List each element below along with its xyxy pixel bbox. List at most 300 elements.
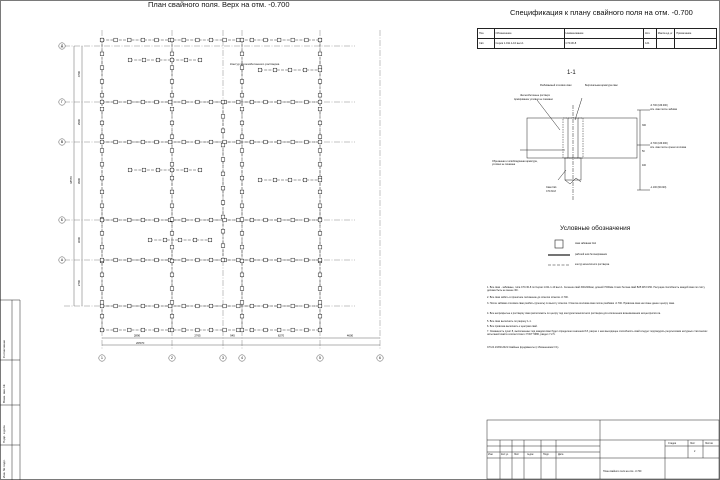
- pile-marker: [318, 218, 322, 222]
- pile-marker: [240, 245, 244, 249]
- side-agreed: Согласовано: [2, 339, 6, 358]
- pile-marker: [236, 328, 240, 332]
- pile-marker: [318, 304, 322, 308]
- pile-marker: [221, 244, 225, 248]
- stamp-col: Изм.: [488, 453, 494, 456]
- dimension-label: 4700: [77, 70, 81, 78]
- pile-marker: [240, 287, 244, 291]
- pile-marker: [100, 100, 104, 104]
- pile-marker: [142, 168, 146, 172]
- pile-marker: [100, 232, 104, 236]
- pile-marker: [258, 178, 262, 182]
- section-label-c: Вертикальная арматура сваи: [585, 84, 618, 87]
- pile-marker: [100, 287, 104, 291]
- pile-marker: [250, 140, 254, 144]
- spec-header-row: [478, 29, 717, 39]
- pile-marker: [170, 232, 174, 236]
- pile-marker: [182, 38, 186, 42]
- section-label-e: Свая Св1: [546, 186, 557, 189]
- pile-marker: [318, 68, 322, 72]
- pile-marker: [127, 304, 131, 308]
- pile-marker: [127, 38, 131, 42]
- spec-table: [477, 28, 717, 49]
- stamp-col: Лист: [514, 453, 520, 456]
- pile-marker: [318, 190, 322, 194]
- spec-cell: [656, 39, 675, 49]
- dimension-label: 4600: [346, 333, 354, 338]
- pile-marker: [100, 204, 104, 208]
- pile-marker: [170, 218, 174, 222]
- note-7: 7. Указанность пункт 8, выполненных под каждом сваи будет определено значения 8.8, разрез с нем выходящее способность свай следует подтвердить результатами натурных статических испытаний свай в соответствии с ГОСТ 5686, раздел 7.2.5.: [487, 330, 708, 337]
- pile-marker: [170, 52, 174, 56]
- legend-item-contour: контур монолитного ростверка: [575, 263, 610, 266]
- axis-number: 2: [171, 356, 173, 361]
- pile-marker: [168, 304, 172, 308]
- spec-header-cell: Наименование: [564, 29, 644, 39]
- pile-marker: [209, 328, 213, 332]
- pile-marker: [240, 162, 244, 166]
- pile-marker: [240, 204, 244, 208]
- axis-letter: Г: [61, 100, 63, 105]
- pile-marker: [291, 140, 295, 144]
- pile-marker: [170, 58, 174, 62]
- legend-item-pile: свая забивная Св1: [575, 242, 597, 245]
- pile-marker: [168, 140, 172, 144]
- dimension-label: 6270: [277, 333, 285, 338]
- pile-marker: [240, 218, 244, 222]
- pile-marker: [236, 304, 240, 308]
- pile-marker: [100, 52, 104, 56]
- pile-marker: [100, 135, 104, 139]
- pile-marker: [170, 80, 174, 84]
- pile-marker: [209, 258, 213, 262]
- pile-marker: [193, 238, 197, 242]
- pile-marker: [264, 304, 268, 308]
- level-mark-2-note: отм. сваи после срезки оголовка: [650, 146, 687, 149]
- pile-marker: [198, 58, 202, 62]
- pile-marker: [291, 328, 295, 332]
- pile-marker: [100, 245, 104, 249]
- section-1-1-drawing: [520, 98, 650, 200]
- stamp-sheets: Листов: [705, 442, 713, 445]
- pile-marker: [100, 218, 104, 222]
- pile-marker: [318, 328, 322, 332]
- note-2: 2. Все сваи забить в проектное положение до отметки отметки -0.700.: [487, 296, 569, 299]
- axis-letter: А: [60, 258, 64, 263]
- pile-marker: [250, 258, 254, 262]
- pile-marker: [250, 328, 254, 332]
- pile-marker: [221, 129, 225, 133]
- pile-marker: [273, 68, 277, 72]
- pile-marker: [277, 218, 281, 222]
- level-mark-1-note: отм. сваи после забивки: [650, 108, 678, 111]
- spec-title: Спецификация к плану свайного поля на отм. -0.700: [510, 8, 693, 17]
- axis-number: 6: [379, 356, 381, 361]
- pile-marker: [250, 304, 254, 308]
- pile-marker: [100, 328, 104, 332]
- dimension-total-left: 18570: [69, 176, 73, 184]
- section-label-a: Железобетонные ростверк: [520, 94, 550, 97]
- pile-marker: [223, 328, 227, 332]
- legend-title: Условные обозначения: [560, 225, 631, 232]
- note-3: 3. После забивки оголовок сваи разбить (срезать) по высоту отметки. Отметка оголовка сваи после разбивки -0.700. Привязка сваи на плане дана к центру сваи.: [487, 302, 675, 305]
- pile-marker: [240, 232, 244, 236]
- pile-marker: [170, 162, 174, 166]
- section-title: 1-1: [567, 70, 576, 76]
- section-label-e2: С70.30-8: [546, 190, 556, 193]
- pile-marker: [170, 176, 174, 180]
- pile-marker: [141, 100, 145, 104]
- pile-marker: [277, 100, 281, 104]
- pile-marker: [100, 273, 104, 277]
- pile-marker: [170, 245, 174, 249]
- dimension-label: 2890: [133, 333, 141, 338]
- pile-marker: [114, 38, 118, 42]
- pile-marker: [170, 168, 174, 172]
- pile-marker: [182, 258, 186, 262]
- section-label-a2: Армирование условно не показано: [514, 98, 553, 101]
- axis-letter: В: [60, 140, 64, 145]
- spec-cell: 121: [644, 39, 657, 49]
- pile-marker: [240, 38, 244, 42]
- pile-marker: [168, 100, 172, 104]
- pile-marker: [100, 258, 104, 262]
- pile-marker: [291, 304, 295, 308]
- spec-cell: Серия 1.011.1-10 вып.1: [494, 39, 564, 49]
- spec-header-cell: Кол.: [644, 29, 657, 39]
- axis-number: 1: [101, 356, 103, 361]
- pile-marker: [305, 328, 309, 332]
- legend-item-joint: рабочий шов бетонирования: [575, 253, 607, 256]
- pile-marker: [264, 218, 268, 222]
- dim-v2: 400: [642, 164, 646, 167]
- pile-marker: [318, 204, 322, 208]
- pile-marker: [128, 168, 132, 172]
- pile-marker: [277, 258, 281, 262]
- spec-cell: [675, 39, 717, 49]
- pile-marker: [273, 178, 277, 182]
- pile-marker: [170, 259, 174, 263]
- pile-marker: [277, 38, 281, 42]
- pile-marker: [100, 121, 104, 125]
- pile-marker: [127, 218, 131, 222]
- pile-marker: [318, 273, 322, 277]
- pile-marker: [318, 314, 322, 318]
- pile-marker: [209, 100, 213, 104]
- dimension-label: 2765: [194, 333, 201, 338]
- pile-marker: [318, 178, 322, 182]
- pile-marker: [100, 149, 104, 153]
- pile-marker: [114, 100, 118, 104]
- pile-marker: [240, 273, 244, 277]
- pile-marker: [182, 140, 186, 144]
- stamp-col: Кол.уч.: [501, 453, 509, 456]
- pile-marker: [156, 58, 160, 62]
- axis-number: 5: [319, 356, 321, 361]
- pile-marker: [170, 287, 174, 291]
- pile-marker: [277, 140, 281, 144]
- pile-marker: [221, 229, 225, 233]
- dim-total: 20570: [136, 341, 145, 345]
- dim-v1: 300: [642, 124, 646, 127]
- pile-marker: [170, 121, 174, 125]
- pile-marker: [221, 143, 225, 147]
- pile-marker: [141, 258, 145, 262]
- pile-marker: [303, 178, 307, 182]
- side-inv: Инв. № подл.: [2, 459, 6, 478]
- pile-marker: [291, 218, 295, 222]
- pile-marker: [114, 328, 118, 332]
- pile-marker: [264, 100, 268, 104]
- pile-marker: [155, 100, 159, 104]
- spec-cell: С70.30-8: [564, 39, 644, 49]
- axis-number: 3: [222, 356, 224, 361]
- pile-marker: [236, 140, 240, 144]
- pile-marker: [240, 259, 244, 263]
- pile-marker: [182, 304, 186, 308]
- level-mark-1: -0.700 (169.000): [650, 104, 668, 107]
- pile-marker: [240, 328, 244, 332]
- pile-marker: [288, 68, 292, 72]
- legend-symbols: [548, 240, 570, 265]
- pile-marker: [114, 304, 118, 308]
- pile-marker: [141, 304, 145, 308]
- dimension-label: 945: [230, 333, 235, 338]
- pile-marker: [184, 168, 188, 172]
- pile-marker: [100, 38, 104, 42]
- pile-marker: [318, 107, 322, 111]
- pile-marker: [240, 107, 244, 111]
- stamp-col: №док.: [527, 453, 534, 456]
- pile-marker: [258, 68, 262, 72]
- dimension-label: 2700: [77, 279, 81, 287]
- pile-marker: [196, 38, 200, 42]
- pile-marker: [288, 178, 292, 182]
- pile-marker: [240, 190, 244, 194]
- pile-marker: [318, 162, 322, 166]
- pile-marker: [178, 238, 182, 242]
- table-row: [478, 39, 717, 49]
- pile-marker: [318, 232, 322, 236]
- pile-marker: [196, 258, 200, 262]
- pile-marker: [240, 176, 244, 180]
- pile-marker: [170, 107, 174, 111]
- pile-marker: [100, 176, 104, 180]
- pile-marker: [223, 304, 227, 308]
- pile-marker: [141, 328, 145, 332]
- dimension-label: 3900: [77, 177, 81, 185]
- pile-marker: [208, 238, 212, 242]
- pile-marker: [240, 314, 244, 318]
- pile-marker: [318, 100, 322, 104]
- pile-marker: [170, 273, 174, 277]
- pile-marker: [170, 314, 174, 318]
- pile-marker: [170, 93, 174, 97]
- pile-marker: [155, 304, 159, 308]
- pile-marker: [155, 140, 159, 144]
- pile-marker: [264, 258, 268, 262]
- stamp-sheet: Лист: [690, 442, 696, 445]
- pile-marker: [114, 218, 118, 222]
- stamp-col: Дата: [558, 453, 564, 456]
- pile-marker: [100, 162, 104, 166]
- pile-marker: [198, 168, 202, 172]
- pile-marker: [209, 218, 213, 222]
- pile-marker: [318, 258, 322, 262]
- pile-marker: [221, 258, 225, 262]
- pile-marker: [240, 66, 244, 70]
- pile-marker: [182, 328, 186, 332]
- side-sign: Подп. и дата: [2, 425, 6, 443]
- pile-marker: [240, 121, 244, 125]
- pile-marker: [236, 258, 240, 262]
- pile-marker: [100, 93, 104, 97]
- pile-marker: [277, 304, 281, 308]
- pile-marker: [318, 140, 322, 144]
- pile-marker: [100, 66, 104, 70]
- pile-marker: [209, 140, 213, 144]
- pile-marker: [221, 100, 225, 104]
- pile-marker: [163, 238, 167, 242]
- pile-marker: [148, 238, 152, 242]
- pile-marker: [155, 258, 159, 262]
- pile-marker: [318, 121, 322, 125]
- side-instead: Взам. инв. №: [2, 384, 6, 403]
- pile-marker: [240, 301, 244, 305]
- pile-marker: [221, 158, 225, 162]
- pile-marker: [291, 258, 295, 262]
- note-8: СП 24.13330.2021 Свайные фундаменты (с Изменением N 1).: [487, 346, 560, 349]
- pile-marker: [100, 140, 104, 144]
- pile-marker: [141, 38, 145, 42]
- note-1: 1. Все сваи - забивные, типа С70.30-8 по Серии 1.011.1-10 вып.1. Сечение свай 300х300мм, длиной 7000мм. Класс бетона свай B25 W6 F150. Несущая способность каждой сваи по счёту должна быть не менее 30т.: [487, 286, 705, 293]
- pile-marker: [291, 38, 295, 42]
- pile-marker: [100, 314, 104, 318]
- pile-marker: [170, 38, 174, 42]
- spec-header-cell: Обозначение: [494, 29, 564, 39]
- pile-marker: [291, 100, 295, 104]
- pile-marker: [100, 190, 104, 194]
- pile-marker: [156, 168, 160, 172]
- pile-marker: [114, 258, 118, 262]
- pile-marker: [114, 140, 118, 144]
- contour-label: Контур железобетонного ростверка: [230, 62, 280, 66]
- pile-marker: [182, 100, 186, 104]
- pile-marker: [142, 58, 146, 62]
- pile-marker: [318, 52, 322, 56]
- pile-marker: [240, 80, 244, 84]
- pile-marker: [264, 38, 268, 42]
- pile-marker: [155, 218, 159, 222]
- pile-marker: [236, 38, 240, 42]
- pile-marker: [182, 218, 186, 222]
- pile-marker: [100, 80, 104, 84]
- pile-marker: [196, 100, 200, 104]
- spec-header-cell: Примечание: [675, 29, 717, 39]
- pile-marker: [221, 215, 225, 219]
- pile-marker: [100, 301, 104, 305]
- level-mark-2: -0.700 (169.000): [650, 142, 668, 145]
- dimension-label: 2900: [77, 118, 81, 126]
- stamp-col: Подп.: [543, 453, 550, 456]
- note-6: 6. Все привязка выполнить к центрам свай.: [487, 325, 538, 328]
- pile-marker: [100, 304, 104, 308]
- pile-marker: [170, 66, 174, 70]
- pile-marker: [305, 218, 309, 222]
- axis-number: 4: [241, 356, 243, 361]
- pile-marker: [127, 258, 131, 262]
- plan-title: План свайного поля. Верх на отм. -0.700: [148, 0, 290, 9]
- pile-marker: [170, 190, 174, 194]
- pile-marker: [196, 218, 200, 222]
- pile-marker: [236, 218, 240, 222]
- pile-marker: [221, 115, 225, 119]
- pile-marker: [318, 149, 322, 153]
- note-5: 5. Все сваи выполнить по разрезу 1-1.: [487, 320, 532, 323]
- dimension-label: 3600: [77, 236, 81, 244]
- pile-marker: [184, 58, 188, 62]
- pile-marker: [318, 80, 322, 84]
- pile-marker: [236, 100, 240, 104]
- pile-marker: [170, 135, 174, 139]
- pile-marker: [318, 135, 322, 139]
- stamp-sheet-number: 2: [694, 450, 696, 453]
- pile-marker: [305, 304, 309, 308]
- pile-marker: [264, 140, 268, 144]
- pile-marker: [221, 172, 225, 176]
- pile-marker: [305, 258, 309, 262]
- stamp-stage: Стадия: [668, 442, 677, 445]
- pile-marker: [318, 38, 322, 42]
- level-mark-3: -1.100 (90.020): [650, 186, 667, 189]
- pile-marker: [155, 328, 159, 332]
- pile-marker: [209, 38, 213, 42]
- pile-marker: [305, 140, 309, 144]
- pile-marker: [170, 149, 174, 153]
- section-label-d: Обрезанная и освобождённая арматура, условно не показана: [492, 160, 538, 166]
- pile-marker: [170, 204, 174, 208]
- pile-marker: [170, 328, 174, 332]
- spec-header-cell: Масса ед.,кг: [656, 29, 675, 39]
- pile-marker: [318, 245, 322, 249]
- pile-marker: [240, 149, 244, 153]
- pile-marker: [209, 304, 213, 308]
- pile-marker: [196, 140, 200, 144]
- pile-marker: [305, 38, 309, 42]
- pile-marker: [250, 38, 254, 42]
- pile-marker: [305, 100, 309, 104]
- pile-marker: [221, 201, 225, 205]
- axis-letter: Б: [60, 218, 64, 223]
- pile-marker: [240, 135, 244, 139]
- pile-marker: [318, 301, 322, 305]
- section-label-b: Разбиваемый оголовок сваи: [540, 84, 572, 87]
- pile-marker: [250, 218, 254, 222]
- pile-marker: [303, 68, 307, 72]
- pile-marker: [170, 301, 174, 305]
- pile-marker: [264, 328, 268, 332]
- spec-header-cell: Поз.: [478, 29, 495, 39]
- note-4: 4. Все неприкрытые к ростверку сваи расположить по центру под контуром монолитного ростверка для исключения возникновения эксцентриситета.: [487, 312, 661, 315]
- pile-marker: [128, 58, 132, 62]
- pile-marker: [127, 100, 131, 104]
- spec-cell: Св1: [478, 39, 495, 49]
- pile-marker: [250, 100, 254, 104]
- stamp-drawing-name: План свайного поля на отм. -0.700: [603, 470, 642, 473]
- pile-marker: [318, 93, 322, 97]
- pile-marker: [141, 140, 145, 144]
- pile-marker: [223, 38, 227, 42]
